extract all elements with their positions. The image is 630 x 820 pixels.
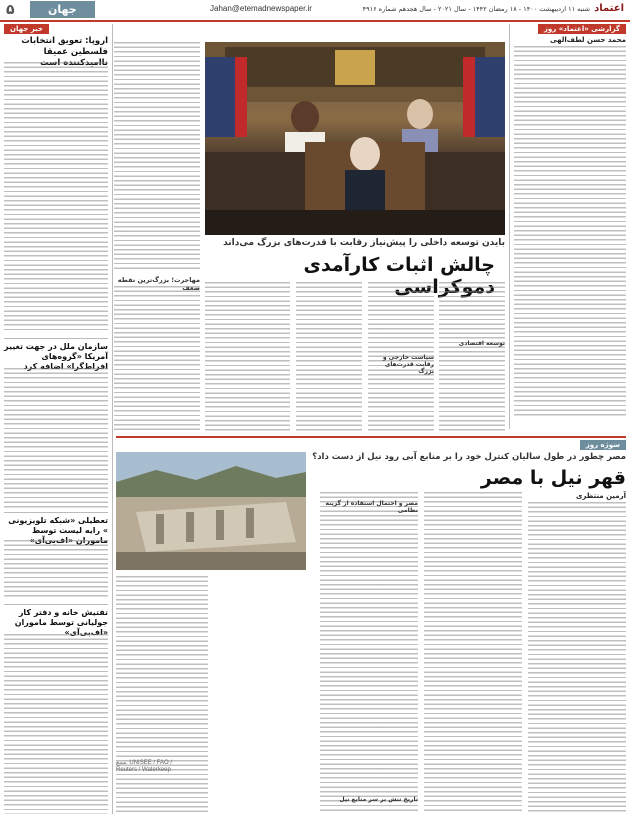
section-email: Jahan@etemadnewspaper.ir	[210, 4, 312, 13]
text-column-right	[514, 46, 626, 416]
side-headline-3: تعطیلی «شبکه تلویزیونی » رایه لیست توسط ماموران «اف‌بی‌آی»	[8, 516, 108, 545]
side-divider-3	[4, 604, 108, 605]
main-kicker: بایدن توسعه داخلی را پیش‌نیاز رقابت با قدرت‌های بزرگ می‌داند	[223, 238, 505, 248]
side-divider-2	[4, 512, 108, 513]
side-divider-1	[4, 338, 108, 339]
main-text-col-3	[296, 282, 362, 432]
nile-sub-2: تاریخ تنش بر سر منابع نیل	[339, 796, 418, 803]
nile-kicker: مصر چطور در طول سالیان کنترل خود را بر منابع آبی رود نیل از دست داد؟	[312, 452, 626, 462]
world-news-label: خبر جهان	[4, 24, 49, 34]
column-rule	[509, 24, 510, 429]
main-text-col-1	[439, 282, 505, 432]
side-text-1	[4, 62, 108, 332]
sidebar-label: سوژه روز	[580, 440, 626, 450]
source-caption: منبع: UNISEE / FAO / Reuters / Waterkeep	[116, 760, 173, 773]
photo-side-text-2	[114, 286, 200, 432]
dam-illustration	[116, 452, 306, 570]
page-header	[0, 0, 630, 22]
section-title: جهان	[30, 1, 95, 18]
side-text-3	[4, 540, 108, 600]
report-label: گزارشی «اعتماد» روز	[538, 24, 626, 34]
dateline: شنبه ۱۱ اردیبهشت ۱۴۰۰ - ۱۸ رمضان ۱۴۴۲ - سال ۲۰۲۱ - سال هجدهم شماره ۴۹۱۶	[362, 5, 590, 13]
side-headline-2: سازمان ملل در جهت تغییر آمریکا «گروه‌های افراط‌گرا» اضافه کرد	[3, 342, 108, 371]
nile-headline: قهر نیل با مصر	[480, 467, 626, 489]
nile-text-col-1	[528, 502, 626, 814]
side-text-4	[4, 634, 108, 814]
side-text-2	[4, 368, 108, 508]
main-sub-1: توسعه اقتصادی	[458, 340, 505, 347]
nile-sub-1: مصر و احتمال استفاده از گزینه نظامی	[325, 500, 418, 514]
side-headline-4: تفتیش خانه و دفتر کار جولیانی توسط ماموران «اف‌بی‌آی»	[14, 608, 108, 637]
byline-top: محمد حسن لطف‌الهی	[550, 36, 626, 44]
nile-section-rule	[116, 436, 626, 438]
left-column-rule	[112, 24, 113, 814]
biden-address-photo	[205, 42, 505, 235]
side-headline-1: اروپا: تعویق انتخابات فلسطین عمیقا ناامیدکننده است	[21, 36, 108, 68]
main-text-col-4	[205, 282, 290, 432]
main-sub-2: سیاست خارجی و رقابت قدرت‌های بزرگ	[382, 354, 434, 375]
main-headline: چالش اثبات کارآمدی دموکراسی	[303, 254, 495, 298]
dam-photo	[116, 452, 306, 570]
photo-side-text	[114, 42, 200, 272]
newspaper-logo: اعتماد	[594, 3, 624, 14]
page-number: ۵	[6, 2, 15, 18]
photo-illustration	[205, 42, 505, 235]
nile-text-col-3	[320, 492, 418, 814]
nile-text-col-4	[116, 576, 208, 814]
nile-text-col-2	[424, 492, 522, 814]
main-sub-3: مهاجرت؛ بزرگ‌ترین نقطه ضعف	[117, 276, 200, 292]
byline-bottom: آرمین منتظری	[576, 492, 626, 500]
